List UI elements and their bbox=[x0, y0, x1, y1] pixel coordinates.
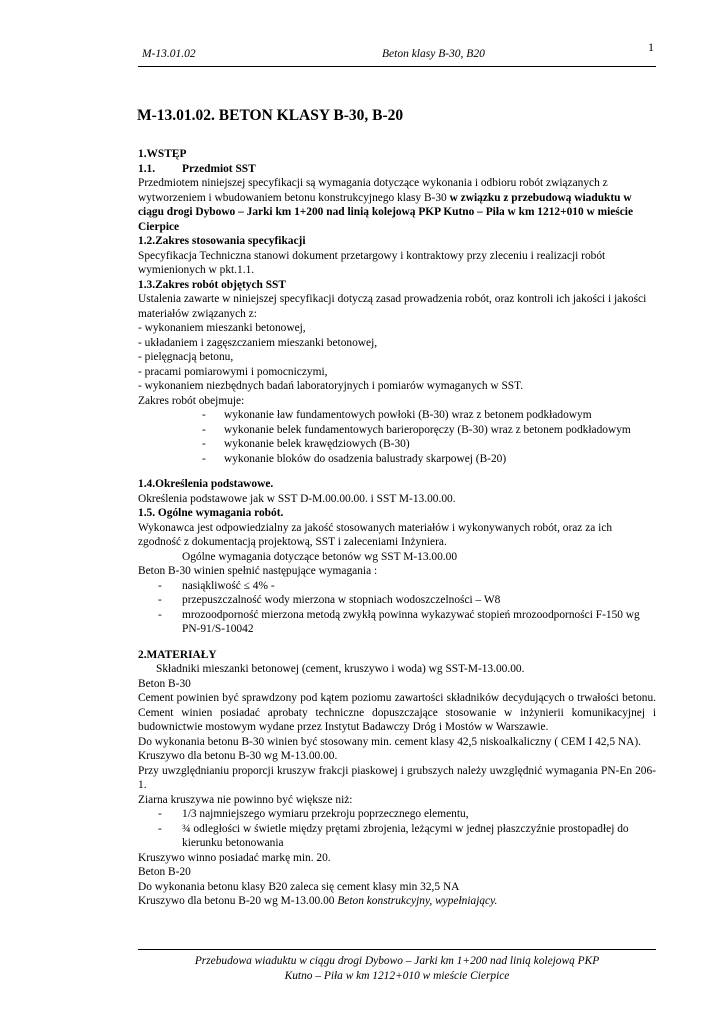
list-item: - układaniem i zagęszczaniem mieszanki betonowej, bbox=[138, 336, 378, 349]
section-1-5-text: Wykonawca jest odpowiedzialny za jakość stosowanych materiałów i wykonywanych robót, oraz za ich zgodność z dokumentacją projektową, SST i zaleceniami Inżyniera. bbox=[138, 521, 613, 548]
scope-item-text: wykonanie bloków do osadzenia balustrady skarpowej (B-20) bbox=[224, 452, 507, 465]
grain-item-text: ¾ odległości w świetle między prętami zbrojenia, leżącymi w jednej płaszczyźnie prostopadłej do kierunku betonowania bbox=[182, 822, 629, 849]
b20-aggregate-text bbox=[138, 894, 656, 909]
section-1-1-title: Przedmiot SST bbox=[182, 162, 256, 175]
list-item: - pracami pomiarowymi i pomocniczymi, bbox=[138, 365, 328, 378]
list-item: - 1/3 najmniejszego wymiaru przekroju poprzecznego elementu, bbox=[138, 807, 656, 822]
footer-line-2: Kutno – Piła w km 1212+010 w mieście Cierpice bbox=[284, 969, 510, 982]
requirement-text: przepuszczalność wody mierzona w stopniach wodoszczelności – W8 bbox=[182, 594, 501, 606]
scope-list bbox=[138, 408, 656, 466]
document-body bbox=[138, 147, 656, 909]
header-spec-title: Beton klasy B-30, B20 bbox=[382, 48, 485, 60]
list-item: - mrozoodporność mierzona metodą zwykłą powinna wykazywać stopień mrozoodporności F-150 wg PN-91/S-10042 bbox=[138, 608, 656, 637]
list-item: - wykonanie ław fundamentowych powłoki (B-30) wraz z betonem podkładowym bbox=[138, 408, 656, 423]
section-1-4-text: Określenia podstawowe jak w SST D-M.00.00.00. i SST M-13.00.00. bbox=[138, 492, 456, 505]
list-item: - nasiąkliwość ≤ 4% - bbox=[138, 579, 656, 594]
b20-cement-text: Do wykonania betonu klasy B20 zaleca się cement klasy min 32,5 NA bbox=[138, 880, 460, 893]
b30-label: Beton B-30 bbox=[138, 677, 191, 690]
scope-item-text: wykonanie belek fundamentowych barieroporęczy (B-30) wraz z betonem podkładowym bbox=[224, 423, 631, 436]
list-item: - pielęgnacją betonu, bbox=[138, 351, 234, 363]
components-text: Składniki mieszanki betonowej (cement, kruszywo i woda) wg SST-M-13.00.00. bbox=[156, 663, 525, 675]
b20-aggregate-text-a: Kruszywo dla betonu B-20 wg M-13.00.00 bbox=[138, 895, 338, 907]
page-footer bbox=[138, 954, 656, 983]
header-rule bbox=[138, 66, 656, 67]
grade-text: Kruszywo winno posiadać markę min. 20. bbox=[138, 851, 331, 864]
section-1-4-heading: 1.4.Określenia podstawowe. bbox=[138, 478, 274, 490]
header-spec-code: M-13.01.02 bbox=[142, 48, 196, 60]
list-item: - wykonanie belek krawędziowych (B-30) bbox=[138, 437, 656, 452]
section-2-heading: 2.MATERIAŁY bbox=[138, 648, 217, 661]
running-header bbox=[138, 46, 656, 62]
list-item: - wykonanie belek fundamentowych barieroporęczy (B-30) wraz z betonem podkładowym bbox=[138, 423, 656, 438]
grain-label: Ziarna kruszywa nie powinno być większe niż: bbox=[138, 793, 353, 806]
list-item: - przepuszczalność wody mierzona w stopniach wodoszczelności – W8 bbox=[138, 593, 656, 608]
general-requirements: Ogólne wymagania dotyczące betonów wg SST M-13.00.00 bbox=[182, 550, 458, 563]
section-1-2-heading: 1.2.Zakres stosowania specyfikacji bbox=[138, 235, 306, 247]
footer-line-1: Przebudowa wiaduktu w ciągu drogi Dybowo – Jarki km 1+200 nad linią kolejową PKP bbox=[194, 955, 600, 967]
section-1-5-heading: 1.5. Ogólne wymagania robót. bbox=[138, 507, 284, 519]
page-number: 1 bbox=[648, 40, 654, 54]
b30-requirements-list bbox=[138, 579, 656, 637]
grain-list bbox=[138, 807, 656, 851]
section-1-1-text bbox=[138, 176, 656, 234]
document-title: M-13.01.02. BETON KLASY B-30, B-20 bbox=[137, 107, 404, 124]
b20-label: Beton B-20 bbox=[138, 866, 191, 878]
section-1-1-text-b: w związku z przebudową wiaduktu w ciągu drogi Dybowo – Jarki km 1+200 nad linią kolejową PKP Kutno – Piła w km 1212+010 w mieście Cierpice bbox=[138, 191, 633, 233]
section-1-3-text: Ustalenia zawarte w niniejszej specyfikacji dotyczą zasad prowadzenia robót, oraz kontroli ich jakości i jakości materiałów związanych z: bbox=[138, 293, 647, 320]
requirement-text: mrozoodporność mierzona metodą zwykłą powinna wykazywać stopień mrozoodporności F-150 wg PN-91/S-10042 bbox=[182, 608, 640, 635]
list-item: - ¾ odległości w świetle między prętami zbrojenia, leżącymi w jednej płaszczyźnie prostopadłej do kierunku betonowania bbox=[138, 822, 656, 851]
proportions-text: Przy uwzględnianiu proporcji kruszyw frakcji piaskowej i grubszych należy uwzględnić wymagania PN-En 206-1. bbox=[138, 764, 656, 791]
section-1-heading: 1.WSTĘP bbox=[138, 148, 187, 160]
footer-rule bbox=[138, 949, 656, 950]
scope-label: Zakres robót obejmuje: bbox=[138, 394, 245, 407]
requirement-text: nasiąkliwość ≤ 4% - bbox=[182, 579, 275, 592]
list-item: - wykonaniem niezbędnych badań laboratoryjnych i pomiarów wymaganych w SST. bbox=[138, 380, 524, 392]
cement-text: Cement powinien być sprawdzony pod kątem poziomu zawartości składników decydujących o trwałości betonu. Cement winien posiadać aprobaty techniczne dopuszczające stosowanie w inżynierii komunikacyjnej i budownictwie mostowym wydane przez Instytut Badawczy Dróg i Mostów w Warszawie. bbox=[138, 692, 656, 733]
list-item: - wykonaniem mieszanki betonowej, bbox=[138, 322, 306, 334]
b20-aggregate-text-b: Beton konstrukcyjny, wypełniający. bbox=[337, 895, 498, 907]
grain-item-text: 1/3 najmniejszego wymiaru przekroju poprzecznego elementu, bbox=[182, 808, 469, 820]
section-1-1-text-a: Przedmiotem niniejszej specyfikacji są wymagania dotyczące wykonania i odbioru robót związanych z wytworzeniem i wbudowaniem betonu konstrukcyjnego klasy B-30 bbox=[138, 177, 608, 204]
section-1-3-heading: 1.3.Zakres robót objętych SST bbox=[138, 278, 286, 291]
aggregate-text: Kruszywo dla betonu B-30 wg M-13.00.00. bbox=[138, 750, 338, 762]
cement-class-text: Do wykonania betonu B-30 winien być stosowany min. cement klasy 42,5 niskoalkaliczny ( CEM I 42,5 NA). bbox=[138, 735, 642, 748]
section-1-1-number: 1.1. bbox=[138, 162, 156, 175]
scope-item-text: wykonanie ław fundamentowych powłoki (B-30) wraz z betonem podkładowym bbox=[224, 409, 592, 421]
list-item: - wykonanie bloków do osadzenia balustrady skarpowej (B-20) bbox=[138, 452, 656, 467]
b30-requirements-label: Beton B-30 winien spełnić następujące wymagania : bbox=[138, 565, 378, 577]
section-1-1-heading bbox=[138, 162, 656, 177]
scope-item-text: wykonanie belek krawędziowych (B-30) bbox=[224, 438, 410, 450]
section-1-2-text: Specyfikacja Techniczna stanowi dokument przetargowy i kontraktowy przy zleceniu i realizacji robót wymienionych w pkt.1.1. bbox=[138, 249, 606, 276]
